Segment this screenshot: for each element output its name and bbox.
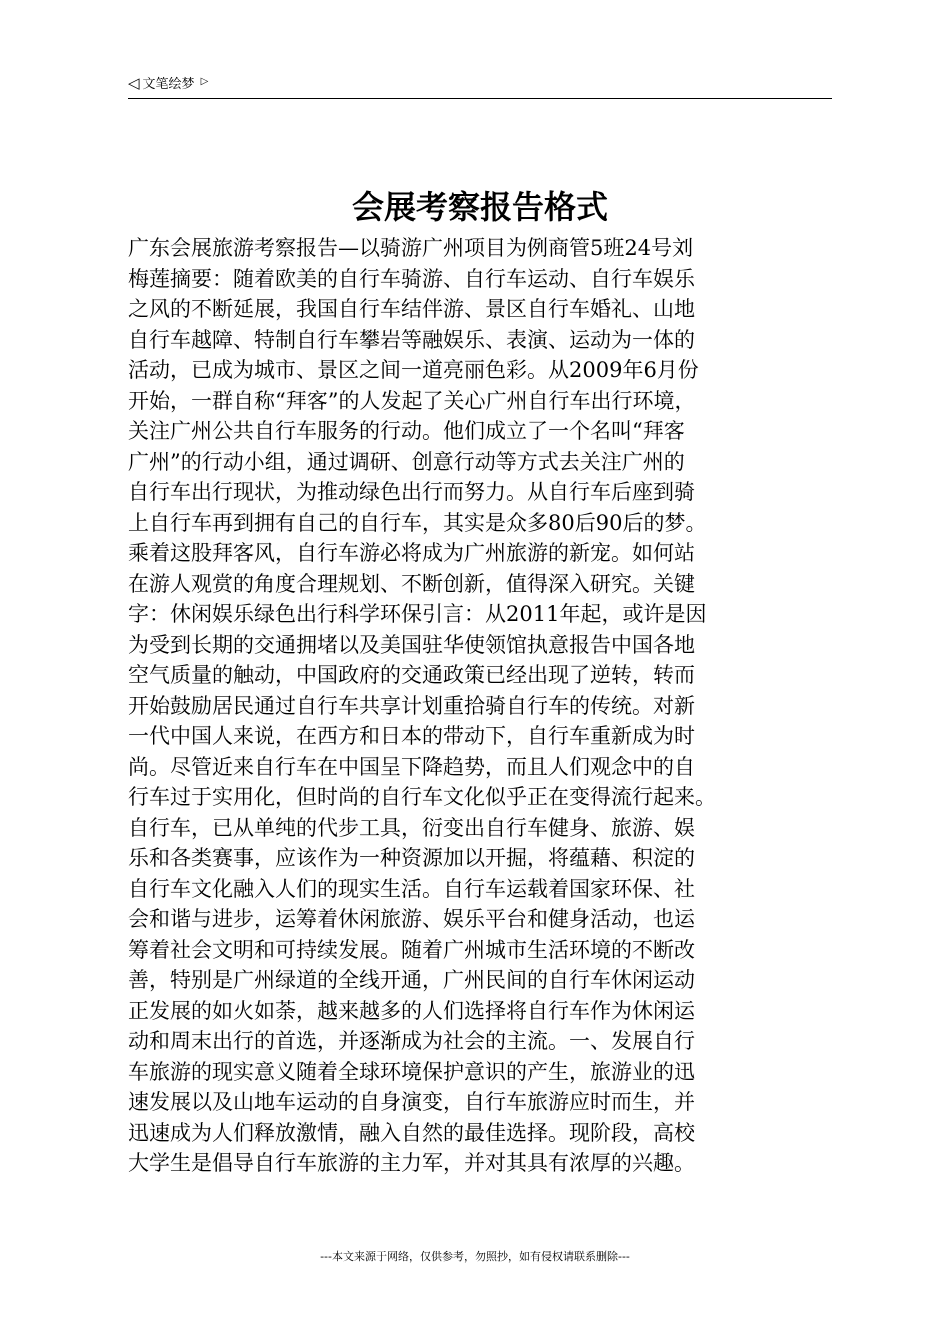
body-line: 筹着社会文明和可持续发展。随着广州城市生活环境的不断改 <box>128 937 695 962</box>
body-line: 迅速成为人们释放激情，融入自然的最佳选择。现阶段，高校 <box>128 1120 695 1145</box>
body-line: 之风的不断延展，我国自行车结伴游、景区自行车婚礼、山地 <box>128 297 695 321</box>
body-line: 善，特别是广州绿道的全线开通，广州民间的自行车休闲运动 <box>128 968 695 992</box>
body-line: 活动，已成为城市、景区之间一道亮丽色彩。从2009年6月份 <box>128 358 699 382</box>
header-brand-text: 文笔绘梦 <box>142 77 195 92</box>
page-header <box>128 72 832 99</box>
body-line: 一代中国人来说，在西方和日本的带动下，自行车重新成为时 <box>128 724 695 748</box>
body-line: 在游人观赏的角度合理规划、不断创新，值得深入研究。关键 <box>128 571 695 596</box>
body-line: 空气质量的触动，中国政府的交通政策已经出现了逆转，转而 <box>128 663 695 687</box>
body-line: 动和周末出行的首选，并逐渐成为社会的主流。一、发展自行 <box>128 1029 695 1053</box>
body-line: 字：休闲娱乐绿色出行科学环保引言：从2011年起，或许是因 <box>128 602 707 626</box>
body-line: 正发展的如火如荼，越来越多的人们选择将自行车作为休闲运 <box>128 998 695 1023</box>
body-line: 自行车文化融入人们的现实生活。自行车运载着国家环保、社 <box>128 876 695 901</box>
body-line: 自行车越障、特制自行车攀岩等融娱乐、表演、运动为一体的 <box>128 327 695 352</box>
body-line: 自行车，已从单纯的代步工具，衍变出自行车健身、旅游、娱 <box>128 815 695 840</box>
body-line: 自行车出行现状，为推动绿色出行而努力。从自行车后座到骑 <box>128 480 695 504</box>
document-title: 会展考察报告格式 <box>351 188 608 226</box>
body-line: 乘着这股拜客风，自行车游必将成为广州旅游的新宠。如何站 <box>128 541 695 565</box>
page-footer: ---本文来源于网络，仅供参考，勿照抄，如有侵权请联系删除--- <box>320 1250 630 1263</box>
body-line: 会和谐与进步，运筹着休闲旅游、娱乐平台和健身活动，也运 <box>128 907 695 931</box>
body-line: 大学生是倡导自行车旅游的主力军，并对其具有浓厚的兴趣。 <box>128 1151 695 1175</box>
body-line: 速发展以及山地车运动的自身演变，自行车旅游应时而生，并 <box>128 1090 695 1114</box>
body-line: 开始鼓励居民通过自行车共享计划重拾骑自行车的传统。对新 <box>128 693 695 718</box>
header-brand <box>128 75 208 94</box>
left-triangle-icon: ◁ <box>128 74 140 92</box>
body-line: 行车过于实用化，但时尚的自行车文化似乎正在变得流行起来。 <box>128 785 716 809</box>
body-line: 乐和各类赛事，应该作为一种资源加以开掘，将蕴藉、积淀的 <box>128 846 695 870</box>
right-triangle-icon: ▷ <box>200 76 209 87</box>
document-body <box>128 233 844 1179</box>
body-line: 为受到长期的交通拥堵以及美国驻华使领馆执意报告中国各地 <box>128 632 695 657</box>
body-line: 广州”的行动小组，通过调研、创意行动等方式去关注广州的 <box>128 449 685 474</box>
body-line: 车旅游的现实意义随着全球环境保护意识的产生，旅游业的迅 <box>128 1059 695 1084</box>
body-line: 梅莲摘要：随着欧美的自行车骑游、自行车运动、自行车娱乐 <box>128 266 695 291</box>
body-line: 广东会展旅游考察报告—以骑游广州项目为例商管5班24号刘 <box>128 236 694 260</box>
body-line: 上自行车再到拥有自己的自行车，其实是众多80后90后的梦。 <box>128 510 707 535</box>
body-line: 关注广州公共自行车服务的行动。他们成立了一个名叫“拜客 <box>128 419 685 443</box>
body-line: 开始，一群自称“拜客”的人发起了关心广州自行车出行环境， <box>128 388 696 413</box>
body-line: 尚。尽管近来自行车在中国呈下降趋势，而且人们观念中的自 <box>128 754 695 779</box>
